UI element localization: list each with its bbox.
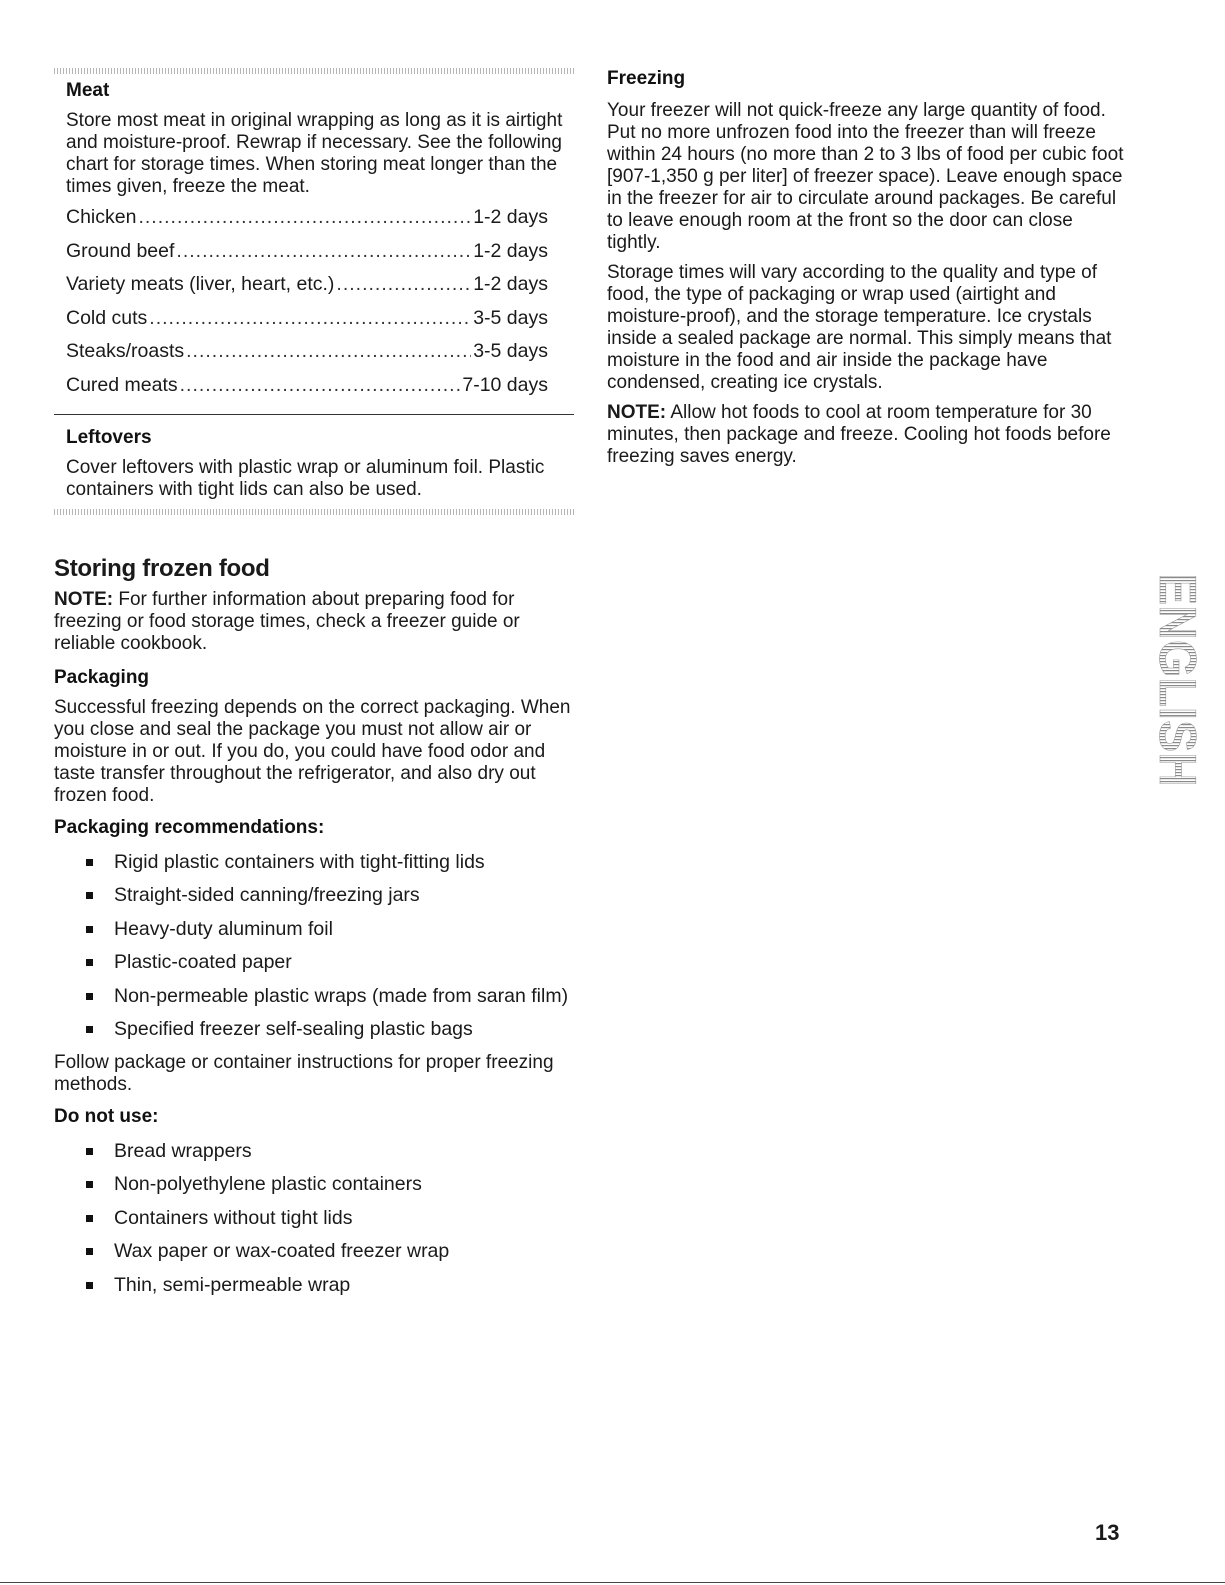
- storing-frozen-note: [54, 589, 574, 655]
- list-item-text: Bread wrappers: [114, 1139, 252, 1162]
- do-not-use-list: [54, 1140, 574, 1296]
- packaging-text: Successful freezing depends on the correct packaging. When you close and seal the package you must not allow air or moisture in or out. If you do, you could have food odor and taste transfer throughout the refrigerator, and also dry out frozen food.: [54, 696, 571, 806]
- list-item-text: Plastic-coated paper: [114, 951, 292, 974]
- language-tab-graphic: [1148, 565, 1208, 795]
- right-column: [607, 68, 1127, 476]
- list-item: [54, 918, 574, 940]
- list-item: [54, 1018, 574, 1040]
- dot-leader: [180, 374, 461, 397]
- bullet-square: [86, 993, 93, 1000]
- bullet-square: [86, 1181, 93, 1188]
- freezing-heading: Freezing: [607, 68, 686, 89]
- storage-time: 1-2 days: [473, 273, 548, 296]
- meat-heading: Meat: [66, 80, 110, 101]
- list-item: [54, 985, 574, 1007]
- list-item-text: Non-permeable plastic wraps (made from saran film): [114, 984, 569, 1007]
- packaging-heading: Packaging: [54, 666, 150, 688]
- freezing-para-2: Storage times will vary according to the quality and type of food, the type of packaging or wrap used (airtight and moisture-proof), and the storage temperature. Ice crystals inside a sealed package are normal. This simply means that moisture in the food and air inside the package have condensed, creating ice crystals.: [607, 262, 1112, 393]
- storage-row: [66, 340, 574, 374]
- list-item-text: Rigid plastic containers with tight-fitting lids: [114, 850, 485, 873]
- list-item: [54, 1240, 574, 1262]
- language-tab-label: ENGLISH: [1148, 573, 1206, 795]
- storage-time: 3-5 days: [473, 340, 548, 363]
- storage-row: [66, 307, 574, 341]
- bullet-square: [86, 1215, 93, 1222]
- list-item-text: Non-polyethylene plastic containers: [114, 1173, 422, 1196]
- list-item-text: Straight-sided canning/freezing jars: [114, 884, 420, 907]
- note-label: NOTE:: [54, 588, 114, 610]
- bullet-square: [86, 1282, 93, 1289]
- divider: [54, 414, 574, 415]
- storage-item: Cured meats: [66, 373, 178, 396]
- recommendations-heading: Packaging recommendations:: [54, 816, 325, 838]
- list-item: [54, 1140, 574, 1162]
- storage-row: [66, 206, 574, 240]
- list-item: [54, 1274, 574, 1296]
- freezing-para-1: Your freezer will not quick-freeze any large quantity of food. Put no more unfrozen food into the freezer than will freeze within 24 hours (no more than 2 to 3 lbs of food per cubic foot [907-1,350 g per liter] of freezer space). Leave enough space in the freezer for air to circulate around packages. Be careful to leave enough room at the front so the door can close tightly.: [607, 100, 1124, 253]
- leftovers-heading: Leftovers: [66, 426, 152, 448]
- recommendations-list: [54, 851, 574, 1041]
- storage-item: Chicken: [66, 206, 137, 228]
- storage-item: Ground beef: [66, 239, 175, 262]
- dot-leader: [149, 307, 471, 330]
- storage-row: [66, 374, 574, 408]
- left-column: [54, 68, 574, 1307]
- storage-row: [66, 273, 574, 307]
- list-item-text: Specified freezer self-sealing plastic bags: [114, 1018, 473, 1041]
- list-item: [54, 851, 574, 873]
- list-item: [54, 884, 574, 906]
- page-number: 13: [1095, 1520, 1120, 1545]
- meat-storage-chart: [66, 206, 574, 408]
- storing-frozen-title: Storing frozen food: [54, 554, 270, 582]
- do-not-use-heading: Do not use:: [54, 1105, 159, 1127]
- bullet-square: [86, 926, 93, 933]
- note-label: NOTE:: [607, 402, 667, 423]
- dot-leader: [176, 240, 471, 263]
- storage-item: Steaks/roasts: [66, 340, 185, 363]
- list-item: [54, 1173, 574, 1195]
- list-item: [54, 1207, 574, 1229]
- bullet-square: [86, 1248, 93, 1255]
- storage-box: [54, 68, 574, 515]
- note-text: Allow hot foods to cool at room temperature for 30 minutes, then package and freeze. Cooling hot foods before freezing saves energy.: [607, 402, 1111, 467]
- list-item: [54, 951, 574, 973]
- list-item-text: Heavy-duty aluminum foil: [114, 917, 333, 940]
- box-top-border: [54, 68, 574, 74]
- storage-time: 7-10 days: [462, 373, 548, 396]
- storage-time: 1-2 days: [473, 206, 548, 228]
- list-item-text: Thin, semi-permeable wrap: [114, 1273, 351, 1296]
- dot-leader: [336, 273, 471, 296]
- storage-item: Cold cuts: [66, 306, 148, 329]
- language-tab: [1148, 565, 1208, 795]
- dot-leader: [186, 340, 471, 363]
- bullet-square: [86, 959, 93, 966]
- follow-text: Follow package or container instructions for proper freezing methods.: [54, 1051, 554, 1095]
- storage-item: Variety meats (liver, heart, etc.): [66, 273, 335, 296]
- dot-leader: [138, 206, 471, 229]
- meat-intro: Store most meat in original wrapping as long as it is airtight and moisture-proof. Rewrap if necessary. See the following chart for storage times. When storing meat longer than the times given, freeze the meat.: [66, 110, 563, 197]
- bullet-square: [86, 859, 93, 866]
- bullet-square: [86, 1026, 93, 1033]
- bullet-square: [86, 1148, 93, 1155]
- leftovers-text: Cover leftovers with plastic wrap or aluminum foil. Plastic containers with tight lids can also be used.: [66, 456, 545, 500]
- freezing-note: [607, 402, 1127, 468]
- storage-time: 3-5 days: [473, 306, 548, 329]
- list-item-text: Wax paper or wax-coated freezer wrap: [114, 1240, 450, 1263]
- list-item-text: Containers without tight lids: [114, 1206, 353, 1229]
- page-bottom-rule: [0, 1582, 1225, 1583]
- note-text: For further information about preparing food for freezing or food storage times, check a freezer guide or reliable cookbook.: [54, 588, 520, 654]
- storage-time: 1-2 days: [473, 239, 548, 262]
- storage-row: [66, 240, 574, 274]
- bullet-square: [86, 892, 93, 899]
